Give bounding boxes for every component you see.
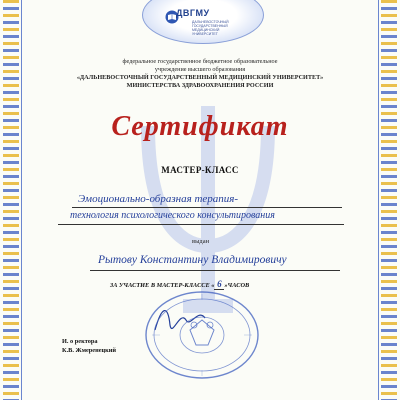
course-name-line-2: технология психологического консультирования — [70, 210, 275, 221]
decorative-border-left — [3, 0, 19, 400]
header-line-1: федеральное государственное бюджетное образовательное — [122, 58, 278, 65]
issued-label: выдан — [192, 238, 210, 245]
signatory-title: И. о ректора — [62, 338, 98, 345]
certificate-title: Сертификат — [111, 111, 289, 142]
certificate-subtitle: МАСТЕР-КЛАСС — [161, 165, 239, 175]
border-rule-right — [378, 0, 379, 400]
award-prefix: ЗА УЧАСТИЕ В МАСТЕР-КЛАССЕ « — [110, 282, 215, 289]
decorative-border-right — [381, 0, 397, 400]
course-underline-2 — [58, 224, 344, 225]
recipient-name: Рытову Константину Владимировичу — [98, 254, 287, 266]
header-university-name: «ДАЛЬНЕВОСТОЧНЫЙ ГОСУДАРСТВЕННЫЙ МЕДИЦИНСКИЙ УНИВЕРСИТЕТ» — [76, 74, 324, 81]
signatory-name: К.В. Жмеренецкий — [62, 347, 117, 354]
header-ministry: МИНИСТЕРСТВА ЗДРАВООХРАНЕНИЯ РОССИИ — [126, 82, 274, 89]
award-hours: 6 — [214, 279, 224, 290]
border-rule-left — [21, 0, 22, 400]
recipient-underline — [90, 270, 340, 271]
course-name-line-1: Эмоционально-образная терапия- — [78, 193, 239, 205]
official-seal-stamp — [142, 290, 262, 380]
award-line — [110, 279, 249, 290]
logo-text: ДВГМУ — [176, 8, 210, 18]
logo-subtext: ДАЛЬНЕВОСТОЧНЫЙ ГОСУДАРСТВЕННЫЙ МЕДИЦИНСКИЙ УНИВЕРСИТЕТ — [192, 20, 229, 36]
award-suffix: »ЧАСОВ — [224, 282, 250, 289]
header-line-2: учреждение высшего образования — [154, 66, 246, 73]
course-underline-1 — [72, 207, 342, 208]
